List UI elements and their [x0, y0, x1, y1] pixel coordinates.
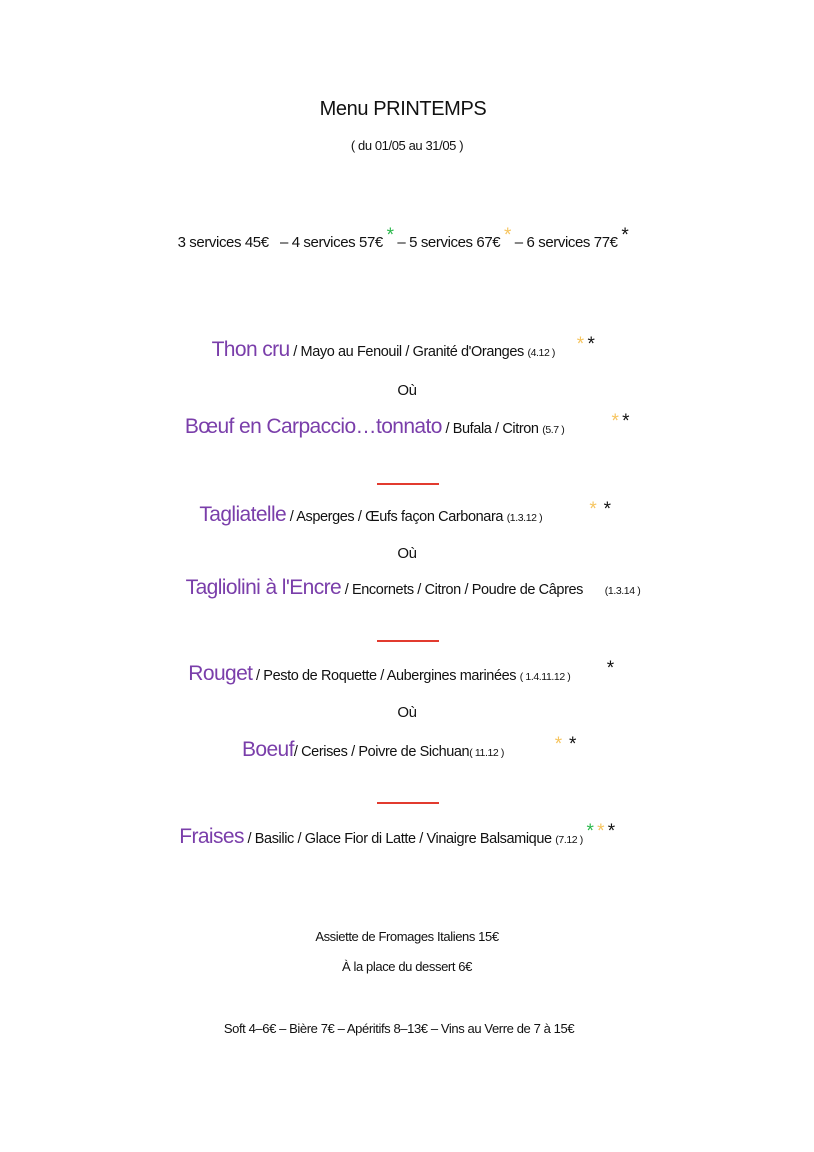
allergen-codes: (1.3.14 ) [604, 585, 641, 597]
section-separator [377, 483, 439, 485]
drinks-line: Soft 4–6€ – Bière 7€ – Apéritifs 8–13€ – Vins au Verre de 7 à 15€ [223, 1021, 575, 1036]
gold-star-icon: * [554, 734, 562, 755]
gold-star-icon: * [504, 225, 512, 246]
black-star-icon: * [569, 734, 577, 755]
dish-description: / Asperges / Œufs façon Carbonara [286, 509, 507, 525]
section-separator [377, 802, 439, 804]
dish-name: Tagliolini à l'Encre [185, 576, 342, 599]
price-line [0, 225, 810, 251]
dish-description: / Cerises / Poivre de Sichuan [293, 744, 470, 760]
course-fraises [0, 821, 804, 849]
black-star-icon: * [606, 658, 614, 679]
gold-star-icon: * [597, 821, 605, 842]
gold-star-icon: * [576, 334, 584, 355]
cheese-plate: Assiette de Fromages Italiens 15€ [315, 929, 499, 944]
dish-name: Thon cru [211, 338, 290, 361]
black-star-icon: * [621, 225, 629, 246]
dish-name: Rouget [188, 662, 253, 685]
dish-description: / Pesto de Roquette / Aubergines marinées [252, 668, 520, 684]
price-5-services: – 5 services 67€ [397, 234, 501, 251]
course-tagliatelle [0, 499, 812, 527]
allergen-codes: (1.3.12 ) [506, 512, 543, 524]
or-divider: Où [397, 382, 417, 399]
black-star-icon: * [603, 499, 611, 520]
allergen-codes: ( 11.12 ) [469, 747, 504, 759]
black-star-icon: * [587, 334, 595, 355]
or-divider: Où [397, 545, 417, 562]
price-4-services: – 4 services 57€ [280, 234, 383, 251]
menu-title: Menu PRINTEMPS [319, 98, 487, 120]
dish-description: / Mayo au Fenouil / Granité d'Oranges [289, 344, 528, 360]
gold-star-icon: * [589, 499, 597, 520]
course-boeuf-carpaccio [0, 411, 814, 439]
allergen-codes: (4.12 ) [527, 347, 556, 359]
dish-description: / Basilic / Glace Fior di Latte / Vinaigre Balsamique [243, 831, 556, 847]
course-thon-cru [0, 334, 810, 362]
dish-name: Fraises [179, 825, 244, 848]
black-star-icon: * [622, 411, 630, 432]
cheese-note: À la place du dessert 6€ [342, 959, 472, 974]
allergen-codes: (7.12 ) [555, 834, 583, 846]
or-divider: Où [397, 704, 417, 721]
gold-star-icon: * [611, 411, 619, 432]
green-star-icon: * [586, 821, 594, 842]
dish-name: Bœuf en Carpaccio…tonnato [184, 415, 442, 438]
course-rouget [0, 658, 808, 686]
black-star-icon: * [607, 821, 615, 842]
allergen-codes: (5.7 ) [542, 424, 565, 436]
price-6-services: – 6 services 77€ [514, 234, 618, 251]
price-3-services: 3 services 45€ [177, 234, 269, 251]
dish-name: Boeuf [241, 738, 294, 761]
course-tagliolini [6, 576, 814, 600]
allergen-codes: ( 1.4.11.12 ) [519, 671, 571, 683]
dish-name: Tagliatelle [199, 503, 287, 526]
menu-dates: ( du 01/05 au 31/05 ) [350, 138, 464, 153]
green-star-icon: * [386, 225, 394, 246]
dish-description: / Bufala / Citron [441, 421, 543, 437]
course-boeuf [2, 734, 814, 762]
dish-description: / Encornets / Citron / Poudre de Câpres [341, 582, 584, 598]
section-separator [377, 640, 439, 642]
